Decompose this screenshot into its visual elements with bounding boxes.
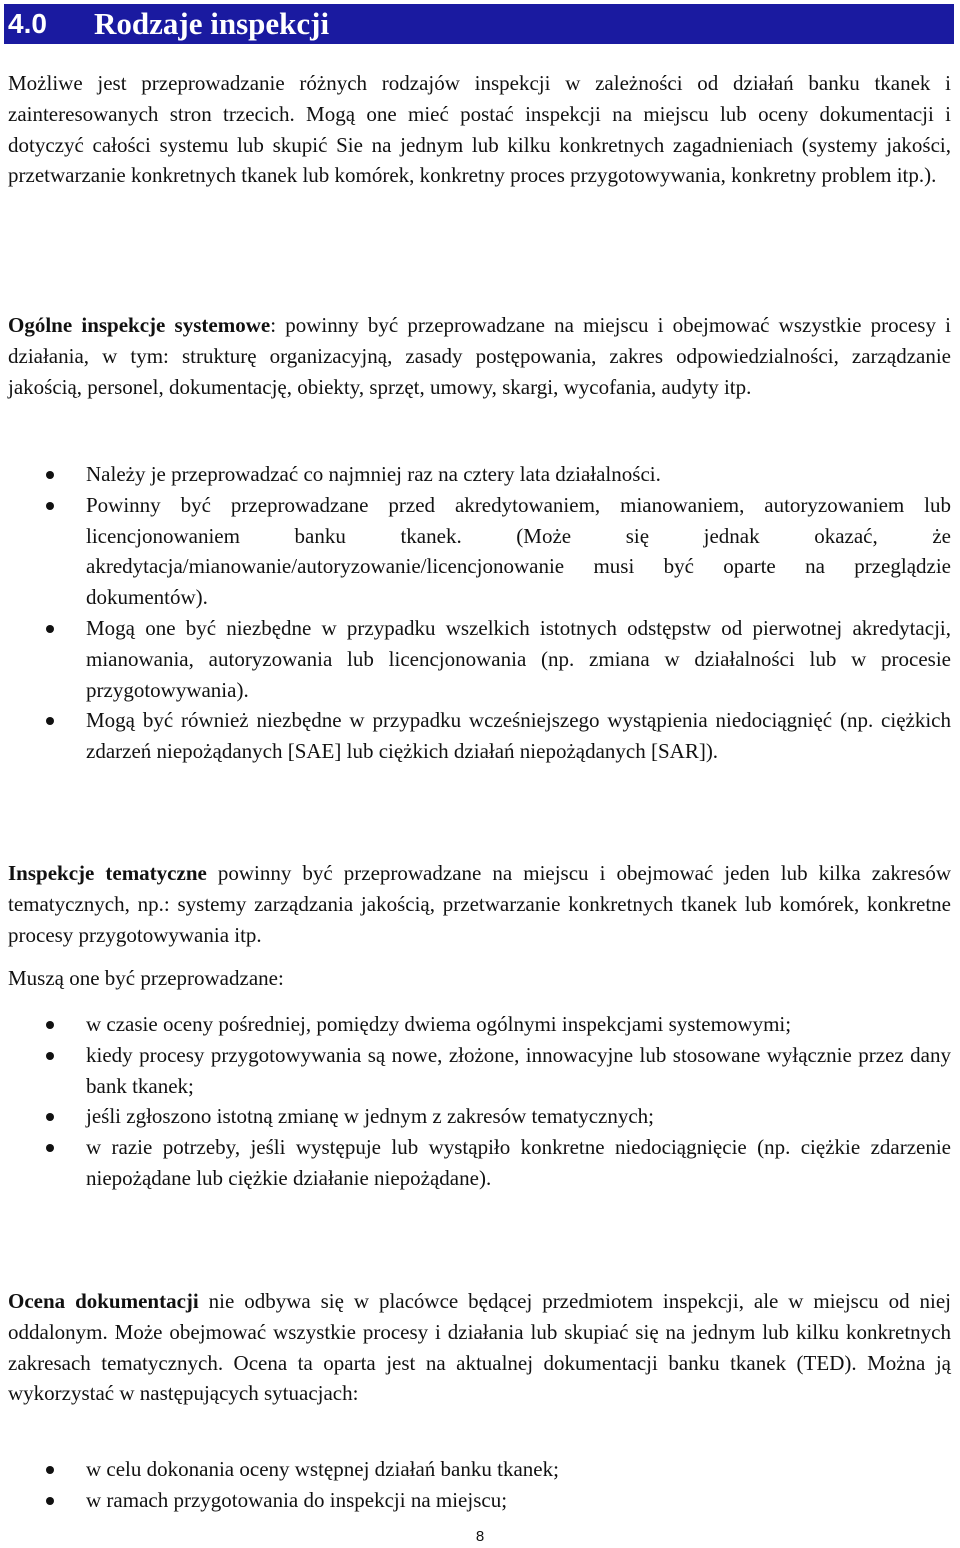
list-item: w razie potrzeby, jeśli występuje lub wystąpiło konkretne niedociągnięcie (np. ciężkie zdarzenie niepożądane lub ciężkie działanie niepożądane). — [8, 1132, 951, 1194]
list-item: Należy je przeprowadzać co najmniej raz na cztery lata działalności. — [8, 459, 951, 490]
list-item: w czasie oceny pośredniej, pomiędzy dwiema ogólnymi inspekcjami systemowymi; — [8, 1009, 951, 1040]
section-title: Rodzaje inspekcji — [94, 6, 330, 41]
thematic-inspections-list — [8, 1009, 951, 1194]
bullet-icon — [46, 502, 54, 510]
general-inspections-term: Ogólne inspekcje systemowe — [8, 313, 271, 337]
bullet-icon — [46, 1021, 54, 1029]
section-number: 4.0 — [8, 8, 47, 39]
document-review-paragraph — [8, 1286, 951, 1409]
bullet-icon — [46, 717, 54, 725]
general-inspections-paragraph — [8, 310, 951, 402]
thematic-inspections-paragraph — [8, 858, 951, 950]
document-review-term: Ocena dokumentacji — [8, 1289, 199, 1313]
bullet-icon — [46, 1052, 54, 1060]
page-number: 8 — [475, 1528, 485, 1545]
section-heading — [4, 4, 954, 44]
list-item: Powinny być przeprowadzane przed akredytowaniem, mianowaniem, autoryzowaniem lub licencjonowaniem banku tkanek. (Może się jednak okazać, że akredytacja/mianowanie/autoryzowanie/licencjonowanie musi być oparte na przeglądzie dokumentów). — [8, 490, 951, 613]
list-item: w celu dokonania oceny wstępnej działań banku tkanek; — [8, 1454, 951, 1485]
thematic-inspections-text: powinny być przeprowadzane na miejscu i obejmować jeden lub kilka zakresów tematycznych, np.: systemy zarządzania jakością, przetwarzanie konkretnych tkanek lub komórek, konkretne procesy przygotowywania itp. — [8, 861, 952, 947]
general-inspections-text: : powinny być przeprowadzane na miejscu i obejmować wszystkie procesy i działania, w tym: strukturę organizacyjną, zasady postępowania, zakres odpowiedzialności, zarządzanie jakością, personel, dokumentację, obiekty, sprzęt, umowy, skargi, wycofania, audyty itp. — [8, 313, 952, 399]
thematic-inspections-term: Inspekcje tematyczne — [8, 861, 207, 885]
document-review-text: nie odbywa się w placówce będącej przedmiotem inspekcji, ale w miejscu od niej oddalonym. Może obejmować wszystkie procesy i działania lub skupiać się na jednym lub kilku konkretnych zakresach tematycznych. Ocena ta oparta jest na aktualnej dokumentacji banku tkanek (TED). Można ją wykorzystać w następujących sytuacjach: — [8, 1289, 951, 1406]
thematic-must-intro: Muszą one być przeprowadzane: — [8, 966, 284, 990]
list-item: jeśli zgłoszono istotną zmianę w jednym z zakresów tematycznych; — [8, 1101, 951, 1132]
document-review-list — [8, 1454, 951, 1516]
list-item: kiedy procesy przygotowywania są nowe, złożone, innowacyjne lub stosowane wyłącznie przez dany bank tkanek; — [8, 1040, 951, 1102]
bullet-icon — [46, 1497, 54, 1505]
list-item: Mogą być również niezbędne w przypadku wcześniejszego wystąpienia niedociągnięć (np. ciężkich zdarzeń niepożądanych [SAE] lub ciężkich działań niepożądanych [SAR]). — [8, 705, 951, 767]
general-inspections-list — [8, 459, 951, 767]
bullet-icon — [46, 625, 54, 633]
intro-paragraph: Możliwe jest przeprowadzanie różnych rodzajów inspekcji w zależności od działań banku tkanek i zainteresowanych stron trzecich. Mogą one mieć postać inspekcji na miejscu lub oceny dokumentacji i dotyczyć całości systemu lub skupić Sie na jednym lub kilku konkretnych zagadnieniach (systemy jakości, przetwarzanie konkretnych tkanek lub komórek, konkretny proces przygotowywania, konkretny problem itp.). — [8, 71, 951, 188]
bullet-icon — [46, 1466, 54, 1474]
list-item: w ramach przygotowania do inspekcji na miejscu; — [8, 1485, 951, 1516]
bullet-icon — [46, 1113, 54, 1121]
bullet-icon — [46, 471, 54, 479]
list-item: Mogą one być niezbędne w przypadku wszelkich istotnych odstępstw od pierwotnej akredytacji, mianowania, autoryzowania lub licencjonowania (np. zmiana w działalności lub w procesie przygotowywania). — [8, 613, 951, 705]
bullet-icon — [46, 1144, 54, 1152]
